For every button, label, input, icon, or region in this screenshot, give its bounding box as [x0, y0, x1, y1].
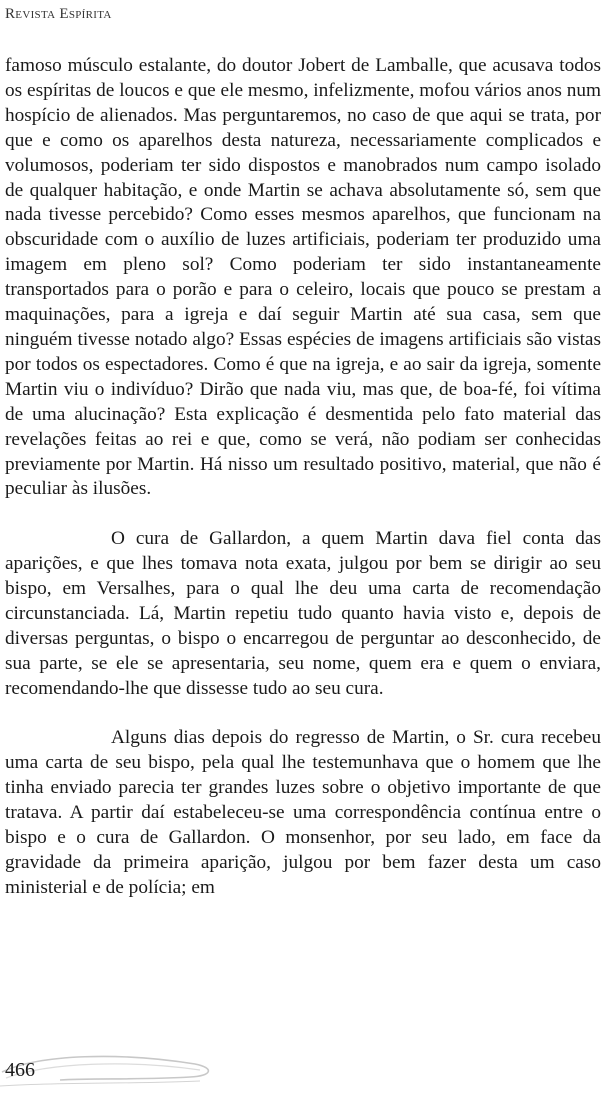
page-number: 466: [5, 1059, 35, 1081]
running-header: Revista Espírita: [5, 6, 112, 22]
body-paragraph-1: famoso músculo estalante, do doutor Jobert de Lamballe, que acusava todos os espíritas de loucos e que ele mesmo, infelizmente, mofou vários anos num hospício de alienados. Mas perguntaremos, no caso de que aqui se trata, por que e como os aparelhos desta natureza, necessariamente complicados e volumosos, poderiam ter sido dispostos e manobrados num campo isolado de qualquer habitação, e onde Martin se achava absolutamente só, sem que nada tivesse percebido? Como esses mesmos aparelhos, que funcionam na obscuridade com o auxílio de luzes artificiais, poderiam ter produzido uma imagem em pleno sol? Como poderiam ter sido instantaneamente transportados para o porão e para o celeiro, locais que pouco se prestam a maquinações, para a igreja e daí seguir Martin até sua casa, sem que ninguém tivesse notado algo? Essas espécies de imagens artificiais são vistas por todos os espectadores. Como é que na igreja, e ao sair da igreja, somente Martin viu o indivíduo? Dirão que nada viu, mas que, de boa-fé, foi vítima de uma alucinação? Esta explicação é desmentida pelo fato material das revelações feitas ao rei e que, como se verá, não podiam ser conhecidas previamente por Martin. Há nisso um resultado positivo, material, que não é peculiar às ilusões.: [5, 55, 601, 500]
body-paragraph-3: Alguns dias depois do regresso de Martin, o Sr. cura recebeu uma carta de seu bispo, pela qual lhe testemunhava que o homem que lhe tinha enviado parecia ter grandes luzes sobre o objetivo importante de que tratava. A partir daí estabeleceu-se uma correspondência contínua entre o bispo e o cura de Gallardon. O monsenhor, por seu lado, em face da gravidade da primeira aparição, julgou por bem fazer desta um caso ministerial e de polícia; em: [5, 727, 601, 898]
page-body: [5, 54, 601, 901]
swoosh-ornament-icon: [0, 1050, 240, 1090]
body-paragraph-2: O cura de Gallardon, a quem Martin dava fiel conta das aparições, e que lhes tomava nota exata, julgou por bem se dirigir ao seu bispo, em Versalhes, para o qual lhe deu uma carta de recomendação circunstanciada. Lá, Martin repetiu tudo quanto havia visto e, depois de diversas perguntas, o bispo o encarregou de perguntar ao desconhecido, de sua parte, se ele se apresentaria, seu nome, quem era e quem o enviara, recomendando-lhe que dissesse tudo ao seu cura.: [5, 528, 601, 699]
